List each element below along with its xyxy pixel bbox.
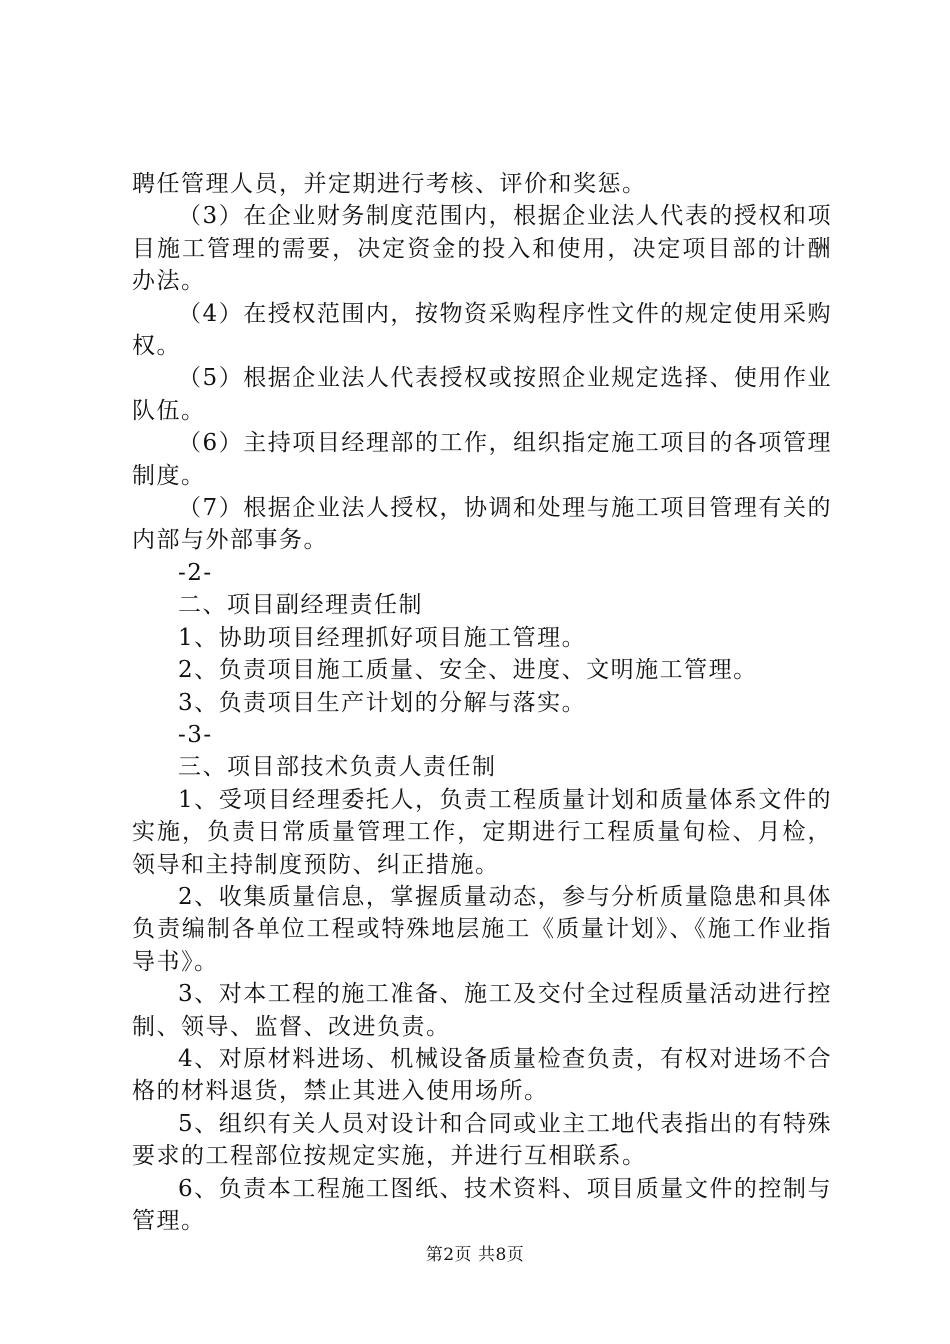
document-body	[132, 168, 832, 1237]
list-item: 5、组织有关人员对设计和合同或业主工地代表指出的有特殊要求的工程部位按规定实施，并进行互相联系。	[132, 1110, 832, 1170]
page-number-label: 第2页 共8页	[425, 1245, 525, 1265]
paragraph-item-5: （5）根据企业法人代表授权或按照企业规定选择、使用作业队伍。	[132, 365, 832, 424]
section-heading: 二、项目副经理责任制	[178, 592, 423, 619]
paragraph-item-7: （7）根据企业法人授权，协调和处理与施工项目管理有关的内部与外部事务。	[132, 495, 832, 554]
list-item: 4、对原材料进场、机械设备质量检查负责，有权对进场不合格的材料退货，禁止其进入使用场所。	[132, 1045, 832, 1105]
section-heading: 三、项目部技术负责人责任制	[178, 754, 497, 781]
list-item: 6、负责本工程施工图纸、技术资料、项目质量文件的控制与管理。	[132, 1175, 832, 1234]
list-item: 1、受项目经理委托人，负责工程质量计划和质量体系文件的实施，负责日常质量管理工作，定期进行工程质量旬检、月检，领导和主持制度预防、纠正措施。	[132, 786, 832, 878]
page-footer	[0, 1244, 950, 1266]
inline-page-marker: -2-	[178, 559, 213, 586]
list-item: 3、负责项目生产计划的分解与落实。	[178, 689, 587, 716]
list-item: 2、收集质量信息，掌握质量动态，参与分析质量隐患和具体负责编制各单位工程或特殊地层施工《质量计划》、《施工作业指导书》。	[132, 883, 832, 975]
paragraph-item-4: （4）在授权范围内，按物资采购程序性文件的规定使用采购权。	[132, 300, 832, 360]
paragraph-item-6: （6）主持项目经理部的工作，组织指定施工项目的各项管理制度。	[132, 430, 832, 489]
list-item: 2、负责项目施工质量、安全、进度、文明施工管理。	[178, 657, 758, 684]
inline-page-marker: -3-	[178, 721, 213, 748]
paragraph-item-3: （3）在企业财务制度范围内，根据企业法人代表的授权和项目施工管理的需要，决定资金的投入和使用，决定项目部的计酬办法。	[132, 203, 832, 295]
paragraph-continuation: 聘任管理人员，并定期进行考核、评价和奖惩。	[132, 171, 647, 197]
list-item: 1、协助项目经理抓好项目施工管理。	[178, 624, 587, 651]
list-item: 3、对本工程的施工准备、施工及交付全过程质量活动进行控制、领导、监督、改进负责。	[132, 981, 832, 1040]
